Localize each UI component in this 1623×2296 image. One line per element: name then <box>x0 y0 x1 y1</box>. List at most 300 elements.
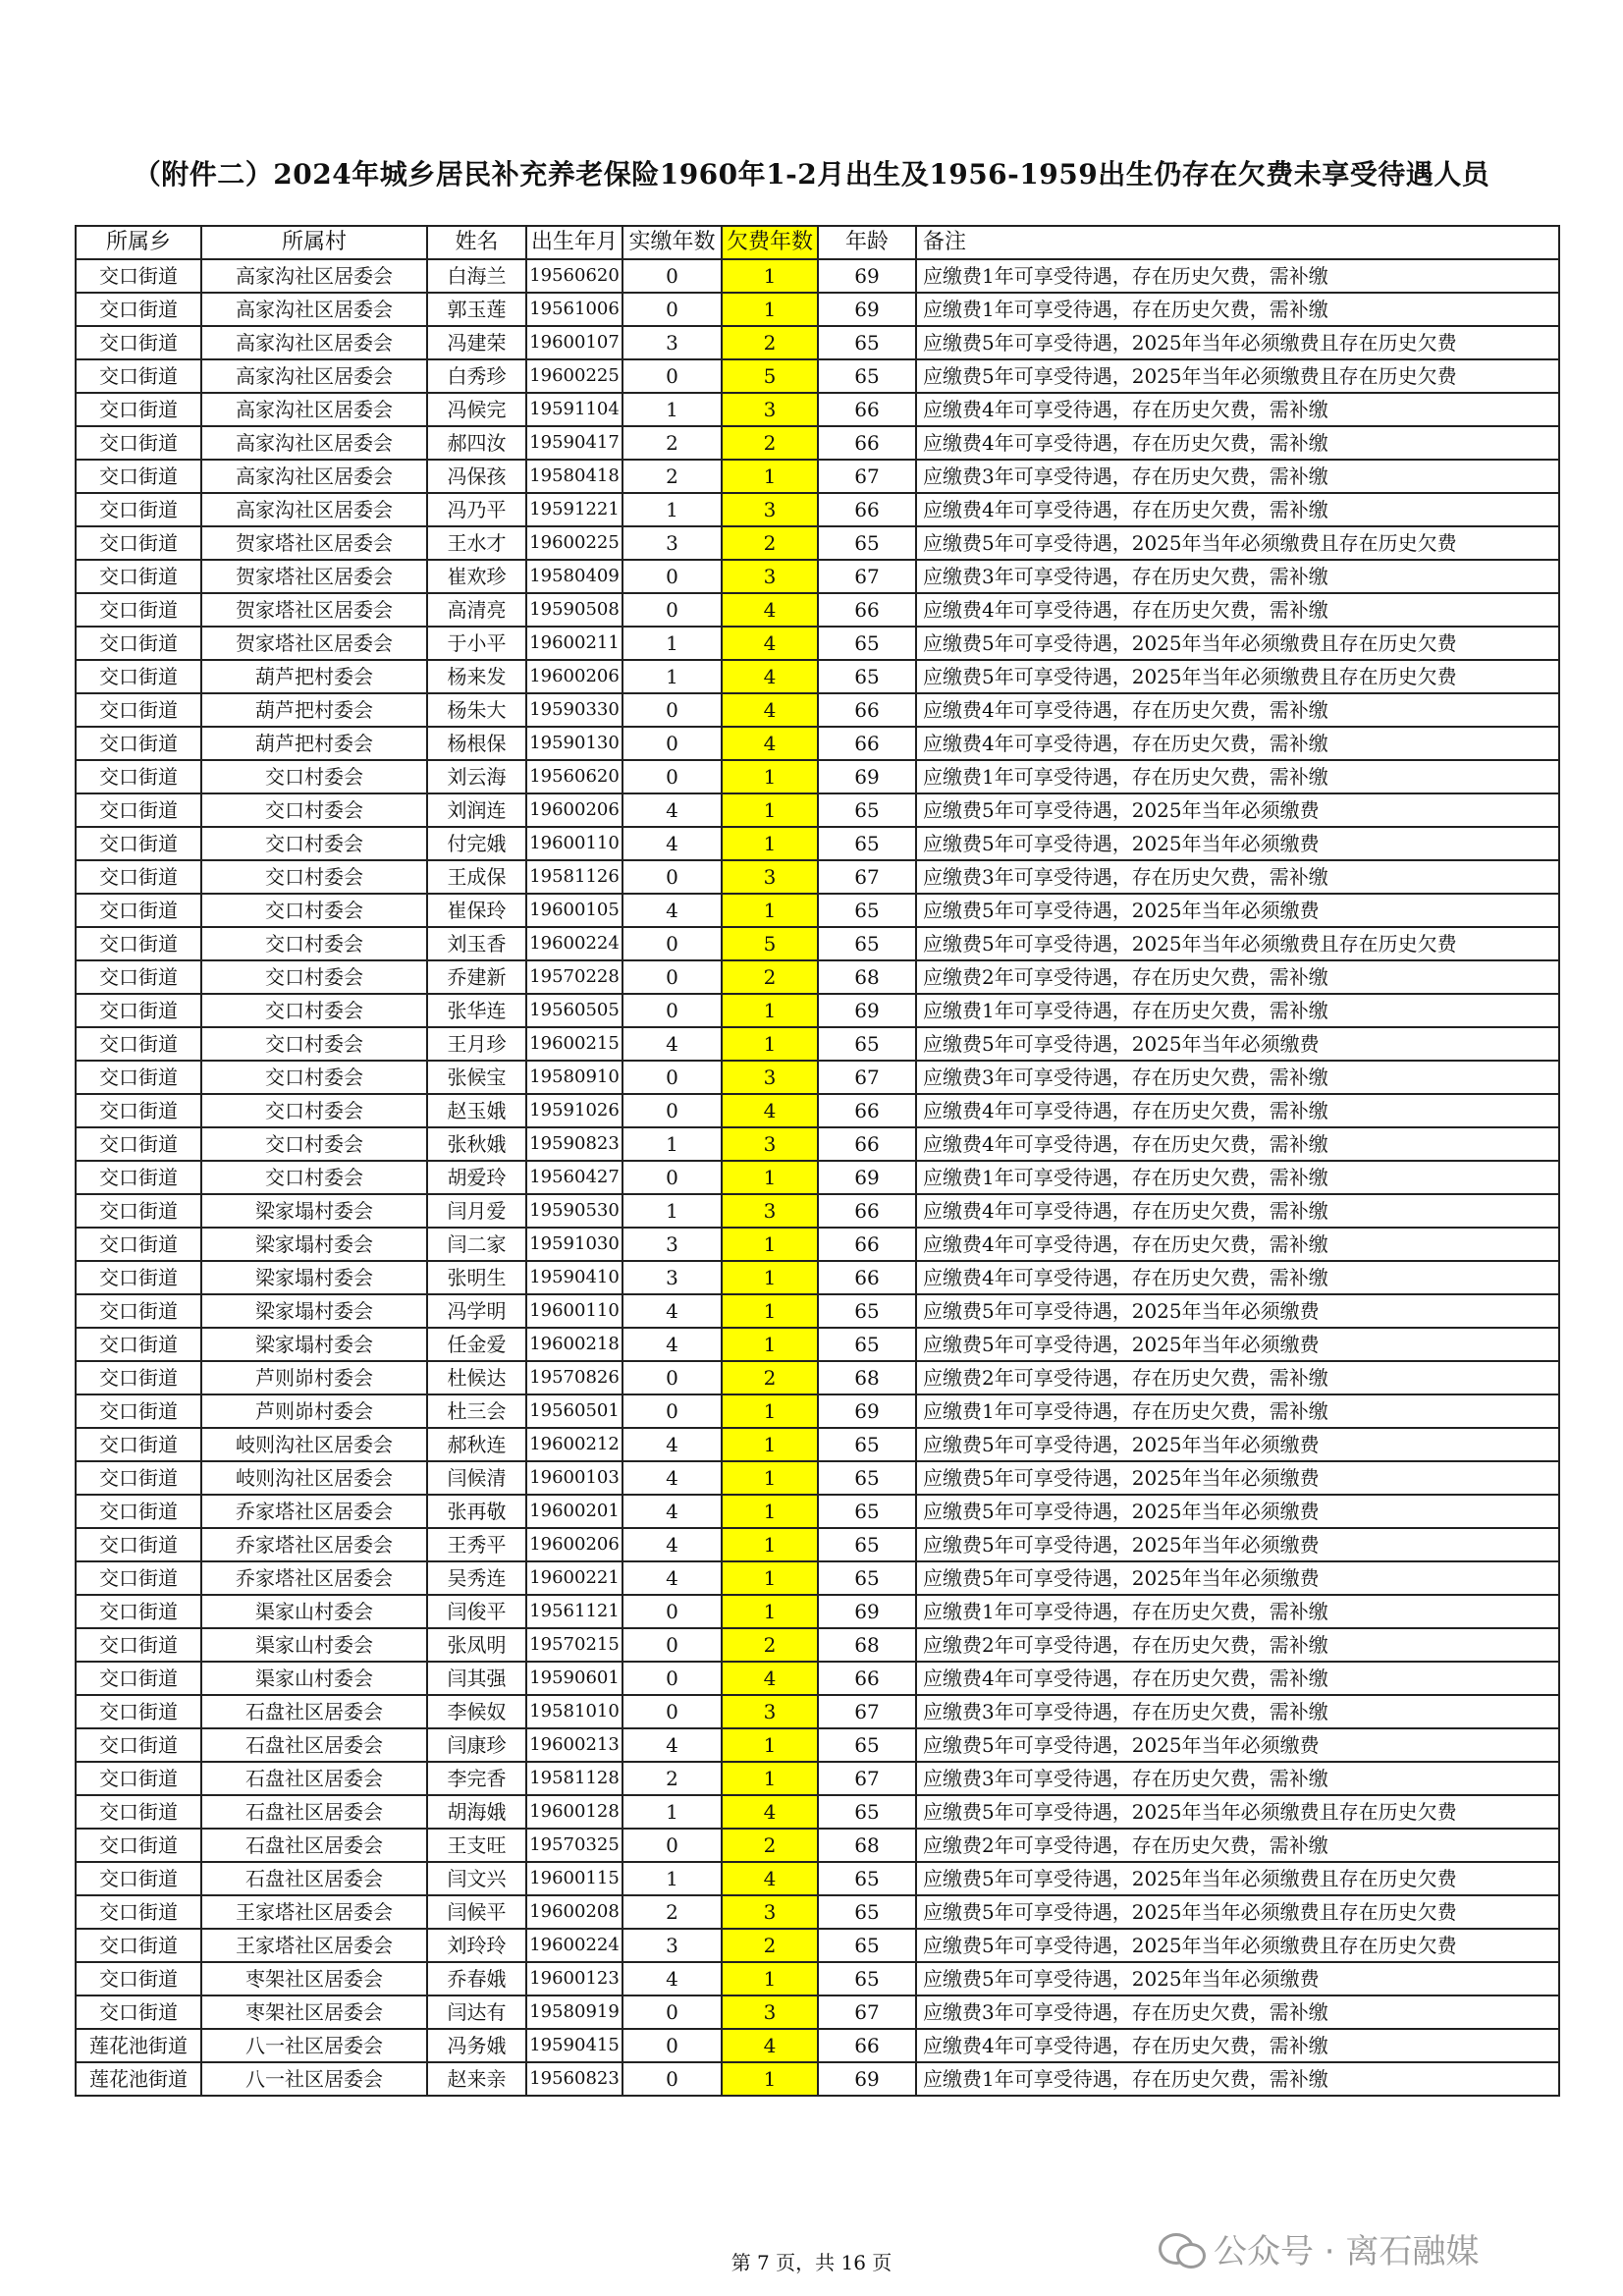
cell-age: 65 <box>818 793 916 827</box>
cell-age: 65 <box>818 1328 916 1361</box>
cell-name: 张凤明 <box>427 1628 526 1662</box>
cell-birth: 19600201 <box>526 1495 622 1528</box>
cell-remarks: 应缴费1年可享受待遇，存在历史欠费，需补缴 <box>916 760 1559 793</box>
cell-birth: 19580418 <box>526 460 622 493</box>
cell-paid-years: 0 <box>622 2029 722 2062</box>
cell-age: 67 <box>818 1061 916 1094</box>
table-row <box>76 1595 1559 1628</box>
cell-age: 65 <box>818 1561 916 1595</box>
cell-birth: 19590823 <box>526 1127 622 1161</box>
cell-paid-years: 1 <box>622 660 722 693</box>
cell-paid-years: 4 <box>622 1027 722 1061</box>
cell-remarks: 应缴费4年可享受待遇，存在历史欠费，需补缴 <box>916 493 1559 526</box>
header-village: 所属村 <box>201 226 427 259</box>
cell-village: 葫芦把村委会 <box>201 727 427 760</box>
cell-arrears-years: 3 <box>722 493 818 526</box>
cell-remarks: 应缴费5年可享受待遇，2025年当年必须缴费 <box>916 1561 1559 1595</box>
cell-birth: 19560620 <box>526 760 622 793</box>
header-birth: 出生年月 <box>526 226 622 259</box>
cell-village: 葫芦把村委会 <box>201 660 427 693</box>
cell-name: 杨根保 <box>427 727 526 760</box>
cell-age: 65 <box>818 894 916 927</box>
cell-birth: 19600103 <box>526 1461 622 1495</box>
cell-arrears-years: 1 <box>722 1595 818 1628</box>
cell-birth: 19560823 <box>526 2062 622 2096</box>
cell-birth: 19600105 <box>526 894 622 927</box>
table-row <box>76 2029 1559 2062</box>
cell-village: 葫芦把村委会 <box>201 693 427 727</box>
cell-township: 交口街道 <box>76 1328 201 1361</box>
cell-township: 交口街道 <box>76 460 201 493</box>
cell-township: 交口街道 <box>76 960 201 994</box>
cell-name: 郝四汝 <box>427 426 526 460</box>
cell-name: 胡海娥 <box>427 1795 526 1829</box>
cell-arrears-years: 4 <box>722 627 818 660</box>
cell-arrears-years: 5 <box>722 927 818 960</box>
cell-birth: 19600110 <box>526 827 622 860</box>
cell-remarks: 应缴费3年可享受待遇，存在历史欠费，需补缴 <box>916 560 1559 593</box>
arrears-table <box>75 225 1560 2097</box>
cell-name: 杨来发 <box>427 660 526 693</box>
cell-name: 杜候达 <box>427 1361 526 1394</box>
cell-paid-years: 0 <box>622 927 722 960</box>
cell-paid-years: 4 <box>622 827 722 860</box>
cell-remarks: 应缴费4年可享受待遇，存在历史欠费，需补缴 <box>916 1261 1559 1294</box>
table-header-row <box>76 226 1559 259</box>
cell-remarks: 应缴费5年可享受待遇，2025年当年必须缴费 <box>916 1027 1559 1061</box>
cell-age: 67 <box>818 1995 916 2029</box>
cell-remarks: 应缴费5年可享受待遇，2025年当年必须缴费 <box>916 1294 1559 1328</box>
cell-paid-years: 0 <box>622 593 722 627</box>
cell-birth: 19560620 <box>526 259 622 293</box>
cell-township: 交口街道 <box>76 1628 201 1662</box>
cell-village: 交口村委会 <box>201 994 427 1027</box>
cell-age: 65 <box>818 1495 916 1528</box>
cell-remarks: 应缴费3年可享受待遇，存在历史欠费，需补缴 <box>916 860 1559 894</box>
cell-arrears-years: 4 <box>722 1795 818 1829</box>
cell-arrears-years: 2 <box>722 1361 818 1394</box>
cell-village: 交口村委会 <box>201 793 427 827</box>
cell-paid-years: 2 <box>622 1895 722 1929</box>
cell-birth: 19590601 <box>526 1662 622 1695</box>
cell-remarks: 应缴费4年可享受待遇，存在历史欠费，需补缴 <box>916 1194 1559 1228</box>
table-row <box>76 1061 1559 1094</box>
table-row <box>76 1495 1559 1528</box>
cell-name: 王秀平 <box>427 1528 526 1561</box>
cell-arrears-years: 2 <box>722 1628 818 1662</box>
cell-village: 梁家塌村委会 <box>201 1261 427 1294</box>
cell-name: 任金爱 <box>427 1328 526 1361</box>
cell-remarks: 应缴费4年可享受待遇，存在历史欠费，需补缴 <box>916 693 1559 727</box>
header-remarks: 备注 <box>916 226 1559 259</box>
cell-arrears-years: 1 <box>722 1428 818 1461</box>
cell-name: 白秀珍 <box>427 359 526 393</box>
cell-age: 68 <box>818 1829 916 1862</box>
cell-township: 莲花池街道 <box>76 2029 201 2062</box>
cell-birth: 19590130 <box>526 727 622 760</box>
cell-village: 交口村委会 <box>201 894 427 927</box>
cell-birth: 19600218 <box>526 1328 622 1361</box>
cell-name: 胡爱玲 <box>427 1161 526 1194</box>
cell-remarks: 应缴费5年可享受待遇，2025年当年必须缴费且存在历史欠费 <box>916 1862 1559 1895</box>
cell-age: 68 <box>818 1361 916 1394</box>
cell-village: 交口村委会 <box>201 1127 427 1161</box>
cell-arrears-years: 1 <box>722 1461 818 1495</box>
cell-village: 高家沟社区居委会 <box>201 259 427 293</box>
table-row <box>76 526 1559 560</box>
cell-age: 66 <box>818 1261 916 1294</box>
cell-remarks: 应缴费5年可享受待遇，2025年当年必须缴费 <box>916 827 1559 860</box>
cell-remarks: 应缴费4年可享受待遇，存在历史欠费，需补缴 <box>916 727 1559 760</box>
cell-paid-years: 0 <box>622 2062 722 2096</box>
cell-arrears-years: 2 <box>722 426 818 460</box>
cell-village: 梁家塌村委会 <box>201 1328 427 1361</box>
table-row <box>76 1161 1559 1194</box>
cell-township: 交口街道 <box>76 1061 201 1094</box>
cell-arrears-years: 1 <box>722 1528 818 1561</box>
cell-remarks: 应缴费5年可享受待遇，2025年当年必须缴费且存在历史欠费 <box>916 1795 1559 1829</box>
header-township: 所属乡 <box>76 226 201 259</box>
cell-remarks: 应缴费2年可享受待遇，存在历史欠费，需补缴 <box>916 1361 1559 1394</box>
document-title: （附件二）2024年城乡居民补充养老保险1960年1-2月出生及1956-1959出生仍存在欠费未享受待遇人员 <box>133 158 1490 191</box>
cell-paid-years: 4 <box>622 894 722 927</box>
cell-village: 渠家山村委会 <box>201 1662 427 1695</box>
cell-birth: 19581126 <box>526 860 622 894</box>
cell-village: 八一社区居委会 <box>201 2062 427 2096</box>
cell-arrears-years: 1 <box>722 827 818 860</box>
cell-village: 交口村委会 <box>201 927 427 960</box>
cell-arrears-years: 1 <box>722 894 818 927</box>
cell-township: 交口街道 <box>76 1862 201 1895</box>
cell-village: 交口村委会 <box>201 1061 427 1094</box>
cell-name: 李完香 <box>427 1762 526 1795</box>
cell-arrears-years: 3 <box>722 1995 818 2029</box>
cell-age: 67 <box>818 560 916 593</box>
cell-birth: 19560501 <box>526 1394 622 1428</box>
cell-paid-years: 4 <box>622 1428 722 1461</box>
cell-birth: 19600224 <box>526 1929 622 1962</box>
table-row <box>76 326 1559 359</box>
cell-paid-years: 4 <box>622 1528 722 1561</box>
cell-township: 交口街道 <box>76 627 201 660</box>
cell-township: 交口街道 <box>76 1762 201 1795</box>
cell-village: 王家塔社区居委会 <box>201 1929 427 1962</box>
cell-name: 冯乃平 <box>427 493 526 526</box>
cell-village: 交口村委会 <box>201 760 427 793</box>
cell-village: 交口村委会 <box>201 827 427 860</box>
cell-paid-years: 0 <box>622 259 722 293</box>
table-row <box>76 1962 1559 1995</box>
cell-paid-years: 0 <box>622 860 722 894</box>
cell-paid-years: 0 <box>622 1628 722 1662</box>
cell-name: 李候奴 <box>427 1695 526 1728</box>
header-name: 姓名 <box>427 226 526 259</box>
cell-name: 冯建荣 <box>427 326 526 359</box>
table-row <box>76 1394 1559 1428</box>
cell-village: 枣架社区居委会 <box>201 1962 427 1995</box>
cell-birth: 19600212 <box>526 1428 622 1461</box>
cell-age: 69 <box>818 1161 916 1194</box>
cell-arrears-years: 1 <box>722 1561 818 1595</box>
cell-village: 王家塔社区居委会 <box>201 1895 427 1929</box>
cell-arrears-years: 4 <box>722 660 818 693</box>
cell-township: 交口街道 <box>76 1695 201 1728</box>
cell-township: 交口街道 <box>76 1394 201 1428</box>
cell-township: 交口街道 <box>76 1161 201 1194</box>
cell-paid-years: 3 <box>622 326 722 359</box>
cell-village: 交口村委会 <box>201 960 427 994</box>
cell-remarks: 应缴费3年可享受待遇，存在历史欠费，需补缴 <box>916 1995 1559 2029</box>
cell-age: 65 <box>818 660 916 693</box>
table-row <box>76 1194 1559 1228</box>
table-row <box>76 1795 1559 1829</box>
cell-birth: 19600110 <box>526 1294 622 1328</box>
cell-birth: 19570228 <box>526 960 622 994</box>
cell-township: 交口街道 <box>76 1094 201 1127</box>
cell-arrears-years: 3 <box>722 860 818 894</box>
cell-name: 郭玉莲 <box>427 293 526 326</box>
table-row <box>76 1829 1559 1862</box>
cell-village: 梁家塌村委会 <box>201 1294 427 1328</box>
table-row <box>76 1762 1559 1795</box>
cell-remarks: 应缴费4年可享受待遇，存在历史欠费，需补缴 <box>916 593 1559 627</box>
cell-remarks: 应缴费5年可享受待遇，2025年当年必须缴费且存在历史欠费 <box>916 526 1559 560</box>
table-row <box>76 359 1559 393</box>
cell-age: 66 <box>818 1228 916 1261</box>
cell-remarks: 应缴费3年可享受待遇，存在历史欠费，需补缴 <box>916 1061 1559 1094</box>
cell-village: 贺家塔社区居委会 <box>201 526 427 560</box>
cell-arrears-years: 1 <box>722 760 818 793</box>
table-row <box>76 493 1559 526</box>
table-row <box>76 1328 1559 1361</box>
table-row <box>76 693 1559 727</box>
cell-birth: 19570325 <box>526 1829 622 1862</box>
cell-village: 岐则沟社区居委会 <box>201 1428 427 1461</box>
cell-township: 交口街道 <box>76 693 201 727</box>
cell-remarks: 应缴费5年可享受待遇，2025年当年必须缴费且存在历史欠费 <box>916 627 1559 660</box>
cell-paid-years: 0 <box>622 1361 722 1394</box>
table-row <box>76 1561 1559 1595</box>
cell-arrears-years: 1 <box>722 1027 818 1061</box>
cell-township: 交口街道 <box>76 526 201 560</box>
cell-birth: 19600225 <box>526 359 622 393</box>
cell-age: 66 <box>818 1662 916 1695</box>
cell-remarks: 应缴费5年可享受待遇，2025年当年必须缴费且存在历史欠费 <box>916 359 1559 393</box>
cell-township: 交口街道 <box>76 927 201 960</box>
cell-township: 交口街道 <box>76 1829 201 1862</box>
cell-village: 芦则峁村委会 <box>201 1361 427 1394</box>
cell-birth: 19570826 <box>526 1361 622 1394</box>
cell-remarks: 应缴费5年可享受待遇，2025年当年必须缴费且存在历史欠费 <box>916 1895 1559 1929</box>
cell-name: 杜三会 <box>427 1394 526 1428</box>
cell-arrears-years: 1 <box>722 2062 818 2096</box>
table-row <box>76 259 1559 293</box>
table-row <box>76 627 1559 660</box>
cell-remarks: 应缴费4年可享受待遇，存在历史欠费，需补缴 <box>916 2029 1559 2062</box>
cell-birth: 19580919 <box>526 1995 622 2029</box>
cell-township: 交口街道 <box>76 1361 201 1394</box>
cell-name: 郝秋连 <box>427 1428 526 1461</box>
cell-township: 交口街道 <box>76 1895 201 1929</box>
cell-village: 高家沟社区居委会 <box>201 359 427 393</box>
cell-township: 交口街道 <box>76 1929 201 1962</box>
cell-remarks: 应缴费1年可享受待遇，存在历史欠费，需补缴 <box>916 2062 1559 2096</box>
cell-age: 69 <box>818 293 916 326</box>
cell-remarks: 应缴费5年可享受待遇，2025年当年必须缴费 <box>916 1461 1559 1495</box>
cell-name: 冯保孩 <box>427 460 526 493</box>
cell-remarks: 应缴费5年可享受待遇，2025年当年必须缴费且存在历史欠费 <box>916 1929 1559 1962</box>
table-row <box>76 1361 1559 1394</box>
cell-paid-years: 3 <box>622 526 722 560</box>
cell-age: 66 <box>818 393 916 426</box>
cell-village: 贺家塔社区居委会 <box>201 593 427 627</box>
cell-township: 交口街道 <box>76 326 201 359</box>
cell-arrears-years: 1 <box>722 1228 818 1261</box>
cell-remarks: 应缴费2年可享受待遇，存在历史欠费，需补缴 <box>916 1829 1559 1862</box>
table-row <box>76 1127 1559 1161</box>
cell-paid-years: 0 <box>622 1061 722 1094</box>
cell-village: 芦则峁村委会 <box>201 1394 427 1428</box>
page-footer: 第 7 页，共 16 页 <box>730 2251 893 2274</box>
cell-paid-years: 0 <box>622 960 722 994</box>
cell-village: 梁家塌村委会 <box>201 1228 427 1261</box>
table-row <box>76 2062 1559 2096</box>
cell-birth: 19591026 <box>526 1094 622 1127</box>
table-row <box>76 927 1559 960</box>
cell-age: 69 <box>818 760 916 793</box>
cell-township: 交口街道 <box>76 1595 201 1628</box>
cell-birth: 19600211 <box>526 627 622 660</box>
cell-birth: 19600221 <box>526 1561 622 1595</box>
cell-township: 交口街道 <box>76 1662 201 1695</box>
cell-village: 交口村委会 <box>201 1027 427 1061</box>
cell-paid-years: 0 <box>622 994 722 1027</box>
cell-name: 张再敬 <box>427 1495 526 1528</box>
cell-age: 66 <box>818 426 916 460</box>
table-row <box>76 660 1559 693</box>
cell-township: 交口街道 <box>76 1428 201 1461</box>
cell-age: 65 <box>818 359 916 393</box>
cell-birth: 19600225 <box>526 526 622 560</box>
cell-arrears-years: 2 <box>722 326 818 359</box>
cell-paid-years: 0 <box>622 1662 722 1695</box>
cell-township: 交口街道 <box>76 1127 201 1161</box>
cell-township: 交口街道 <box>76 1995 201 2029</box>
cell-birth: 19600213 <box>526 1728 622 1762</box>
cell-village: 渠家山村委会 <box>201 1628 427 1662</box>
cell-name: 闫其强 <box>427 1662 526 1695</box>
cell-birth: 19561006 <box>526 293 622 326</box>
cell-township: 交口街道 <box>76 793 201 827</box>
table-row <box>76 393 1559 426</box>
cell-arrears-years: 3 <box>722 393 818 426</box>
cell-birth: 19600206 <box>526 1528 622 1561</box>
cell-name: 赵来亲 <box>427 2062 526 2096</box>
cell-remarks: 应缴费3年可享受待遇，存在历史欠费，需补缴 <box>916 460 1559 493</box>
cell-remarks: 应缴费1年可享受待遇，存在历史欠费，需补缴 <box>916 1161 1559 1194</box>
cell-paid-years: 2 <box>622 1762 722 1795</box>
cell-township: 交口街道 <box>76 894 201 927</box>
cell-birth: 19600208 <box>526 1895 622 1929</box>
cell-age: 69 <box>818 259 916 293</box>
cell-arrears-years: 1 <box>722 1161 818 1194</box>
cell-age: 65 <box>818 1461 916 1495</box>
table-row <box>76 1728 1559 1762</box>
cell-arrears-years: 1 <box>722 1495 818 1528</box>
cell-name: 闫月爱 <box>427 1194 526 1228</box>
cell-remarks: 应缴费1年可享受待遇，存在历史欠费，需补缴 <box>916 1394 1559 1428</box>
cell-age: 65 <box>818 927 916 960</box>
cell-arrears-years: 1 <box>722 460 818 493</box>
cell-village: 石盘社区居委会 <box>201 1762 427 1795</box>
cell-arrears-years: 5 <box>722 359 818 393</box>
cell-remarks: 应缴费4年可享受待遇，存在历史欠费，需补缴 <box>916 393 1559 426</box>
cell-township: 交口街道 <box>76 426 201 460</box>
cell-village: 乔家塔社区居委会 <box>201 1561 427 1595</box>
cell-paid-years: 1 <box>622 1194 722 1228</box>
cell-birth: 19590417 <box>526 426 622 460</box>
cell-village: 贺家塔社区居委会 <box>201 560 427 593</box>
table-row <box>76 960 1559 994</box>
cell-township: 交口街道 <box>76 1261 201 1294</box>
cell-remarks: 应缴费5年可享受待遇，2025年当年必须缴费且存在历史欠费 <box>916 660 1559 693</box>
cell-birth: 19591104 <box>526 393 622 426</box>
cell-name: 乔春娥 <box>427 1962 526 1995</box>
table-row <box>76 426 1559 460</box>
cell-township: 交口街道 <box>76 860 201 894</box>
cell-township: 交口街道 <box>76 1962 201 1995</box>
cell-age: 66 <box>818 2029 916 2062</box>
cell-village: 高家沟社区居委会 <box>201 393 427 426</box>
cell-name: 赵玉娥 <box>427 1094 526 1127</box>
cell-township: 交口街道 <box>76 593 201 627</box>
cell-village: 石盘社区居委会 <box>201 1695 427 1728</box>
cell-birth: 19581010 <box>526 1695 622 1728</box>
cell-arrears-years: 3 <box>722 1895 818 1929</box>
cell-age: 65 <box>818 1962 916 1995</box>
cell-village: 乔家塔社区居委会 <box>201 1495 427 1528</box>
cell-township: 莲花池街道 <box>76 2062 201 2096</box>
cell-name: 王水才 <box>427 526 526 560</box>
cell-township: 交口街道 <box>76 1495 201 1528</box>
cell-village: 乔家塔社区居委会 <box>201 1528 427 1561</box>
cell-age: 68 <box>818 1628 916 1662</box>
cell-name: 吴秀连 <box>427 1561 526 1595</box>
cell-age: 65 <box>818 1795 916 1829</box>
cell-name: 杨朱大 <box>427 693 526 727</box>
cell-arrears-years: 1 <box>722 1394 818 1428</box>
header-age: 年龄 <box>818 226 916 259</box>
cell-township: 交口街道 <box>76 359 201 393</box>
table-row <box>76 1294 1559 1328</box>
cell-paid-years: 0 <box>622 560 722 593</box>
cell-age: 65 <box>818 1862 916 1895</box>
cell-name: 崔保玲 <box>427 894 526 927</box>
cell-arrears-years: 3 <box>722 1061 818 1094</box>
cell-age: 65 <box>818 1428 916 1461</box>
cell-remarks: 应缴费4年可享受待遇，存在历史欠费，需补缴 <box>916 1662 1559 1695</box>
cell-township: 交口街道 <box>76 493 201 526</box>
cell-birth: 19590530 <box>526 1194 622 1228</box>
cell-birth: 19591030 <box>526 1228 622 1261</box>
cell-remarks: 应缴费5年可享受待遇，2025年当年必须缴费 <box>916 894 1559 927</box>
watermark <box>1159 2224 1479 2272</box>
cell-birth: 19600215 <box>526 1027 622 1061</box>
cell-paid-years: 0 <box>622 693 722 727</box>
cell-village: 岐则沟社区居委会 <box>201 1461 427 1495</box>
table-row <box>76 827 1559 860</box>
cell-township: 交口街道 <box>76 1027 201 1061</box>
